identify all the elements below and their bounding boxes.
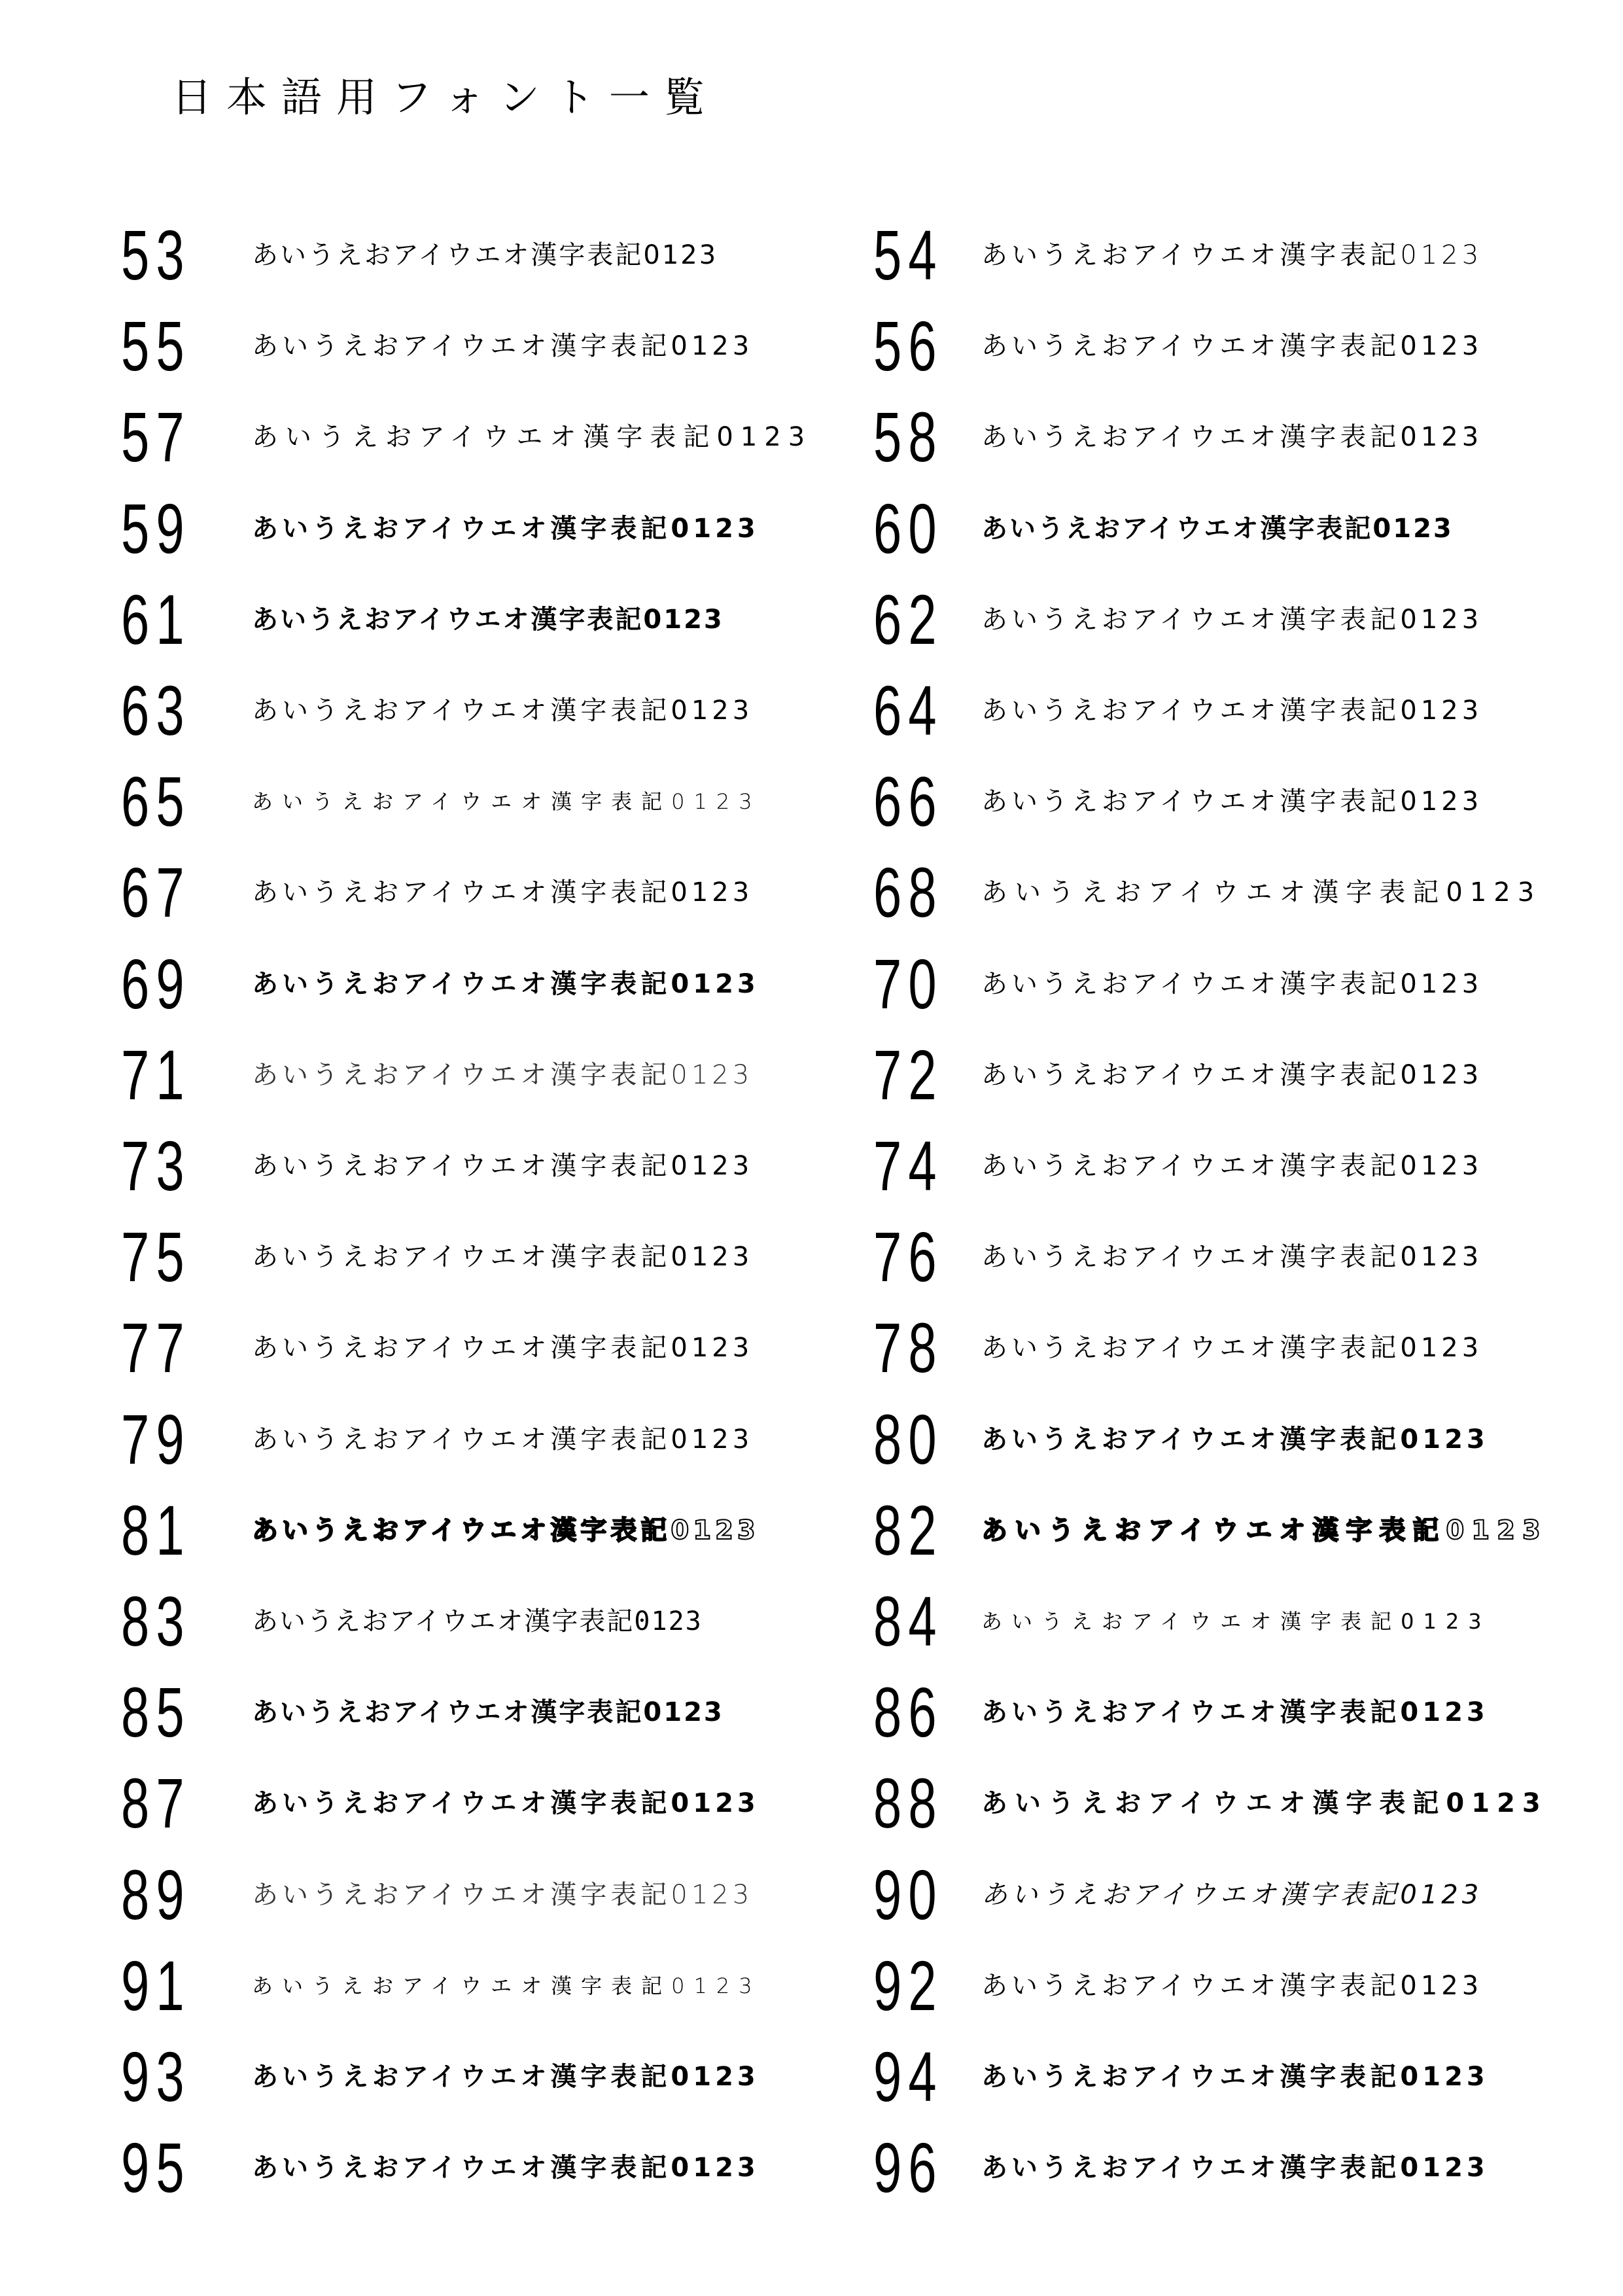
font-sample-text: あいうえおアイウエオ漢字表記0123 — [981, 1609, 1491, 1634]
font-entry-69 — [121, 945, 841, 1023]
font-number: 64 — [873, 671, 943, 750]
font-number: 70 — [873, 944, 943, 1023]
font-sample-text: あいうえおアイウエオ漢字表記0123 — [981, 1788, 1548, 1818]
font-sample-text: あいうえおアイウエオ漢字表記0123 — [981, 605, 1483, 635]
font-entry-91 — [121, 1947, 841, 2025]
font-sample-text: あいうえおアイウエオ漢字表記0123 — [252, 1788, 759, 1818]
font-number: 91 — [121, 1946, 191, 2025]
font-entry-72 — [873, 1036, 1593, 1114]
font-number: 59 — [121, 489, 191, 568]
font-entry-83 — [121, 1582, 841, 1661]
font-number: 85 — [121, 1672, 191, 1752]
font-number: 83 — [121, 1581, 191, 1661]
font-number: 67 — [121, 853, 191, 932]
font-entry-80 — [873, 1400, 1593, 1479]
font-sample-text: あいうえおアイウエオ漢字表記0123 — [252, 1515, 759, 1545]
font-sample-text: あいうえおアイウエオ漢字表記0123 — [252, 1151, 754, 1181]
font-sample-text: あいうえおアイウエオ漢字表記0123 — [981, 969, 1483, 999]
font-number: 79 — [121, 1400, 191, 1479]
font-number: 86 — [873, 1672, 943, 1752]
font-sample-text: あいうえおアイウエオ漢字表記0123 — [252, 877, 754, 908]
font-sample-text: あいうえおアイウエオ漢字表記0123 — [252, 969, 759, 999]
font-number: 96 — [873, 2128, 943, 2207]
font-number: 81 — [121, 1491, 191, 1570]
font-sample-text: あいうえおアイウエオ漢字表記0123 — [252, 240, 718, 270]
font-entry-78 — [873, 1309, 1593, 1387]
font-entry-90 — [873, 1856, 1593, 1934]
font-entry-89 — [121, 1856, 841, 1934]
font-sample-text: あいうえおアイウエオ漢字表記0123 — [981, 1697, 1489, 1727]
font-sample-text: あいうえおアイウエオ漢字表記0123 — [252, 605, 724, 635]
font-number: 56 — [873, 306, 943, 385]
font-sample-text: あいうえおアイウエオ漢字表記0123 — [252, 2062, 759, 2092]
font-number: 62 — [873, 580, 943, 659]
font-number: 88 — [873, 1763, 943, 1843]
font-entry-93 — [121, 2038, 841, 2116]
font-entry-64 — [873, 671, 1593, 750]
font-sample-text: あいうえおアイウエオ漢字表記0123 — [252, 1880, 754, 1910]
font-sample-text: あいうえおアイウエオ漢字表記0123 — [252, 696, 754, 726]
font-entry-88 — [873, 1764, 1593, 1843]
font-sample-text: あいうえおアイウエオ漢字表記0123 — [981, 696, 1483, 726]
font-sample-text: あいうえおアイウエオ漢字表記0123 — [981, 1151, 1483, 1181]
font-number: 84 — [873, 1581, 943, 1661]
font-number: 92 — [873, 1946, 943, 2025]
font-entry-58 — [873, 398, 1593, 476]
font-entry-96 — [873, 2128, 1593, 2207]
font-sample-text: あいうえおアイウエオ漢字表記0123 — [981, 786, 1483, 817]
font-entry-56 — [873, 307, 1593, 385]
font-number: 80 — [873, 1400, 943, 1479]
font-entry-92 — [873, 1947, 1593, 2025]
font-sample-text: あいうえおアイウエオ漢字表記0123 — [252, 1333, 754, 1363]
font-entry-57 — [121, 398, 841, 476]
font-number: 63 — [121, 671, 191, 750]
font-number: 53 — [121, 215, 191, 294]
font-number: 95 — [121, 2128, 191, 2207]
font-entry-67 — [121, 853, 841, 932]
font-sample-text: あいうえおアイウエオ漢字表記0123 — [981, 1880, 1483, 1910]
font-number: 58 — [873, 397, 943, 476]
font-entry-62 — [873, 580, 1593, 659]
font-sample-text: あいうえおアイウエオ漢字表記0123 — [252, 331, 754, 361]
font-number: 57 — [121, 397, 191, 476]
font-entry-63 — [121, 671, 841, 750]
font-entry-54 — [873, 216, 1593, 294]
font-number: 66 — [873, 762, 943, 841]
font-sample-text: あいうえおアイウエオ漢字表記0123 — [252, 1606, 703, 1636]
font-number: 94 — [873, 2037, 943, 2116]
font-number: 65 — [121, 762, 191, 841]
font-sample-text: あいうえおアイウエオ漢字表記0123 — [981, 1333, 1483, 1363]
font-sample-text: あいうえおアイウエオ漢字表記0123 — [252, 422, 812, 452]
font-number: 90 — [873, 1855, 943, 1934]
font-entry-74 — [873, 1127, 1593, 1205]
font-entry-87 — [121, 1764, 841, 1843]
font-number: 61 — [121, 580, 191, 659]
font-entry-61 — [121, 580, 841, 659]
font-entry-53 — [121, 216, 841, 294]
font-entry-55 — [121, 307, 841, 385]
font-number: 76 — [873, 1217, 943, 1296]
font-number: 75 — [121, 1217, 191, 1296]
font-sample-text: あいうえおアイウエオ漢字表記0123 — [981, 422, 1483, 452]
font-sample-text: あいうえおアイウエオ漢字表記0123 — [252, 789, 761, 814]
font-sample-text: あいうえおアイウエオ漢字表記0123 — [981, 1060, 1483, 1090]
font-sample-text: あいうえおアイウエオ漢字表記0123 — [252, 1424, 754, 1455]
font-entry-86 — [873, 1673, 1593, 1752]
font-entry-73 — [121, 1127, 841, 1205]
font-sample-text: あいうえおアイウエオ漢字表記0123 — [981, 240, 1483, 270]
font-number: 82 — [873, 1491, 943, 1570]
font-sample-text: あいうえおアイウエオ漢字表記0123 — [252, 2153, 759, 2183]
font-sample-text: あいうえおアイウエオ漢字表記0123 — [252, 514, 759, 544]
font-sample-text: あいうえおアイウエオ漢字表記0123 — [981, 877, 1542, 908]
font-sample-text: あいうえおアイウエオ漢字表記0123 — [981, 1971, 1483, 2001]
font-number: 55 — [121, 306, 191, 385]
font-sample-text: あいうえおアイウエオ漢字表記0123 — [252, 1697, 724, 1727]
font-number: 54 — [873, 215, 943, 294]
font-sample-text: あいうえおアイウエオ漢字表記0123 — [981, 1242, 1483, 1272]
font-entry-68 — [873, 853, 1593, 932]
font-number: 72 — [873, 1035, 943, 1114]
font-entry-76 — [873, 1218, 1593, 1296]
font-entry-70 — [873, 945, 1593, 1023]
font-entry-59 — [121, 489, 841, 568]
font-entry-65 — [121, 762, 841, 841]
font-entry-66 — [873, 762, 1593, 841]
font-sample-text: あいうえおアイウエオ漢字表記0123 — [981, 1515, 1548, 1545]
font-number: 87 — [121, 1763, 191, 1843]
font-number: 77 — [121, 1308, 191, 1387]
page-title: 日本語用フォント一覧 — [171, 73, 719, 121]
font-number: 71 — [121, 1035, 191, 1114]
font-number: 68 — [873, 853, 943, 932]
font-sample-text: あいうえおアイウエオ漢字表記0123 — [252, 1242, 754, 1272]
font-entry-82 — [873, 1491, 1593, 1570]
font-entry-94 — [873, 2038, 1593, 2116]
font-number: 60 — [873, 489, 943, 568]
font-entry-95 — [121, 2128, 841, 2207]
font-entry-79 — [121, 1400, 841, 1479]
font-entry-81 — [121, 1491, 841, 1570]
font-entry-71 — [121, 1036, 841, 1114]
font-sample-text: あいうえおアイウエオ漢字表記0123 — [981, 2153, 1489, 2183]
font-number: 93 — [121, 2037, 191, 2116]
font-sample-text: あいうえおアイウエオ漢字表記0123 — [252, 1973, 761, 1998]
font-sample-text: あいうえおアイウエオ漢字表記0123 — [981, 331, 1483, 361]
font-entry-75 — [121, 1218, 841, 1296]
font-entry-77 — [121, 1309, 841, 1387]
font-number: 69 — [121, 944, 191, 1023]
font-number: 74 — [873, 1126, 943, 1205]
font-sample-text: あいうえおアイウエオ漢字表記0123 — [252, 1060, 754, 1090]
font-entry-60 — [873, 489, 1593, 568]
font-sample-text: あいうえおアイウエオ漢字表記0123 — [981, 1424, 1489, 1455]
font-number: 78 — [873, 1308, 943, 1387]
font-entry-84 — [873, 1582, 1593, 1661]
font-sample-text: あいうえおアイウエオ漢字表記0123 — [981, 2062, 1489, 2092]
font-sample-text: あいうえおアイウエオ漢字表記0123 — [981, 514, 1454, 544]
font-entry-85 — [121, 1673, 841, 1752]
font-number: 73 — [121, 1126, 191, 1205]
font-number: 89 — [121, 1855, 191, 1934]
